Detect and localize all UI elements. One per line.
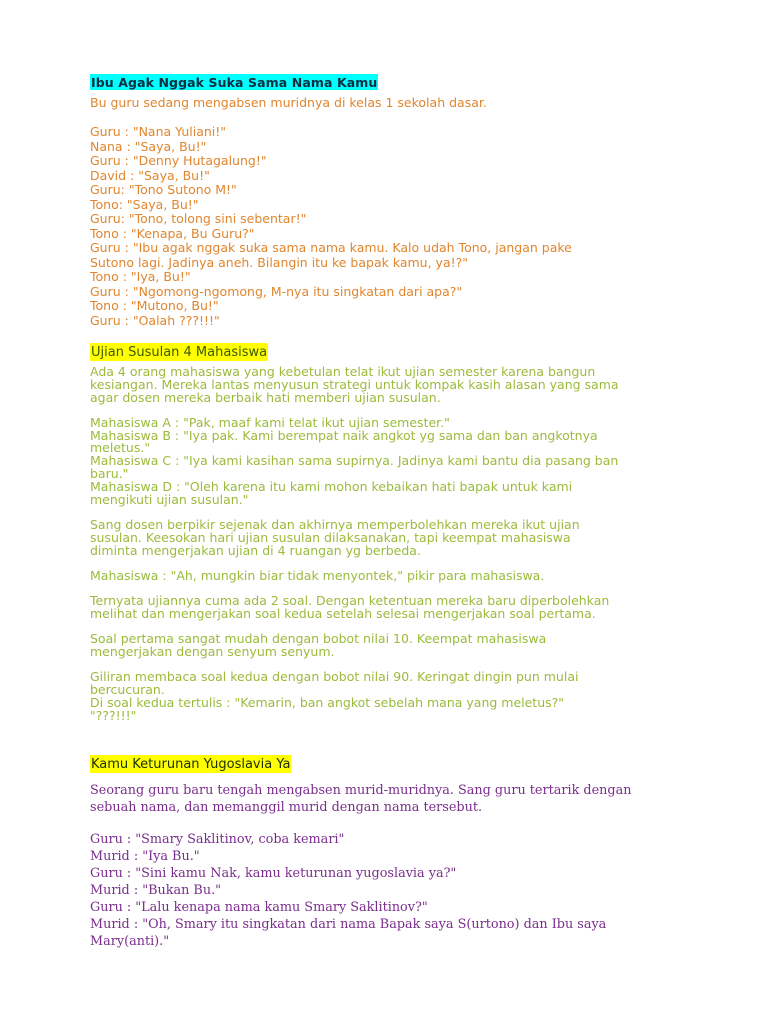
dialogue-line: Guru : "Smary Saklitinov, coba kemari" [90,832,345,847]
paragraph-line: "???!!!" [90,707,137,723]
section1-dialogue [90,125,690,328]
dialogue-line: Murid : "Oh, Smary itu singkatan dari nama Bapak saya S(urtono) dan Ibu saya [90,917,607,932]
dialogue-line: Sutono lagi. Jadinya aneh. Bilangin itu ke bapak kamu, ya!?" [90,254,468,270]
section1-title: Ibu Agak Nggak Suka Sama Nama Kamu [91,75,378,90]
paragraph-line: bercucuran. [90,682,165,698]
paragraph-line: Mahasiswa : "Ah, mungkin biar tidak menyontek," pikir para mahasiswa. [90,567,545,583]
section3-body [90,782,690,950]
paragraph-line: baru." [90,466,129,482]
dialogue-line: Tono : "Mutono, Bu!" [90,298,219,313]
dialogue-line: Guru: "Tono, tolong sini sebentar!" [90,211,307,226]
dialogue-line: Guru : "Oalah ???!!!" [90,312,220,328]
paragraph-line: Mahasiswa D : "Oleh karena itu kami mohon kebaikan hati bapak untuk kami [90,478,573,494]
dialogue-line: Guru : "Nana Yuliani!" [90,124,227,139]
section2-heading [90,341,690,361]
paragraph-line: melihat dan mengerjakan soal kedua setelah selesai mengerjakan soal pertama. [90,605,596,621]
paragraph-line: meletus." [90,440,151,456]
paragraph-line: Soal pertama sangat mudah dengan bobot nilai 10. Keempat mahasiswa [90,631,547,647]
paragraph-line: susulan. Keesokan hari ujian susulan dilaksanakan, tapi keempat mahasiswa [90,529,571,545]
paragraph-line: kesiangan. Mereka lantas menyusun strategi untuk kompak kasih alasan yang sama [90,376,619,392]
dialogue-line: Guru : "Sini kamu Nak, kamu keturunan yugoslavia ya?" [90,866,457,881]
paragraph-line: Seorang guru baru tengah mengabsen murid-muridnya. Sang guru tertarik dengan [90,783,632,798]
dialogue-line: Murid : "Iya Bu." [90,849,200,864]
paragraph-line: Mahasiswa A : "Pak, maaf kami telat ikut ujian semester." [90,414,450,430]
dialogue-line: Guru : "Ibu agak nggak suka sama nama kamu. Kalo udah Tono, jangan pake [90,240,572,255]
dialogue-line: Murid : "Bukan Bu." [90,883,222,898]
dialogue-line: Nana : "Saya, Bu!" [90,138,207,154]
dialogue-line: Guru: "Tono Sutono M!" [90,182,237,197]
paragraph-line: Sang dosen berpikir sejenak dan akhirnya memperbolehkan mereka ikut ujian [90,516,580,532]
dialogue-line: Tono : "Iya, Bu!" [90,269,191,284]
paragraph-line: Mahasiswa B : "Iya pak. Kami berempat naik angkot yg sama dan ban angkotnya [90,427,598,443]
paragraph-line: sebuah nama, dan memanggil murid dengan nama tersebut. [90,800,483,815]
paragraph-line: Ada 4 orang mahasiswa yang kebetulan telat ikut ujian semester karena bangun [90,364,596,379]
section1-intro: Bu guru sedang mengabsen muridnya di kelas 1 sekolah dasar. [90,95,487,110]
section1-heading [90,72,690,91]
paragraph-line: agar dosen mereka berbaik hati memberi ujian susulan. [90,389,441,405]
dialogue-line: Mary(anti)." [90,934,170,949]
paragraph-line: mengikuti ujian susulan." [90,491,249,507]
dialogue-line: Guru : "Lalu kenapa nama kamu Smary Saklitinov?" [90,900,428,915]
paragraph-line: mengerjakan dengan senyum senyum. [90,644,335,660]
section2-title: Ujian Susulan 4 Mahasiswa [91,345,268,360]
dialogue-line: Guru : "Ngomong-ngomong, M-nya itu singkatan dari apa?" [90,283,463,299]
dialogue-line: Tono: "Saya, Bu!" [90,196,199,212]
dialogue-line: Tono : "Kenapa, Bu Guru?" [90,225,255,241]
section2-body [90,366,690,723]
paragraph-line: Di soal kedua tertulis : "Kemarin, ban angkot sebelah mana yang meletus?" [90,694,565,710]
section3-heading [90,753,690,773]
section3-title: Kamu Keturunan Yugoslavia Ya [91,757,291,772]
paragraph-line: Giliran membaca soal kedua dengan bobot nilai 90. Keringat dingin pun mulai [90,669,579,685]
paragraph-line: Mahasiswa C : "Iya kami kasihan sama supirnya. Jadinya kami bantu dia pasang ban [90,453,619,469]
paragraph-line: Ternyata ujiannya cuma ada 2 soal. Dengan ketentuan mereka baru diperbolehkan [90,593,610,609]
dialogue-line: Guru : "Denny Hutagalung!" [90,153,267,168]
paragraph-line: diminta mengerjakan ujian di 4 ruangan yg berbeda. [90,542,421,558]
dialogue-line: David : "Saya, Bu!" [90,167,210,183]
